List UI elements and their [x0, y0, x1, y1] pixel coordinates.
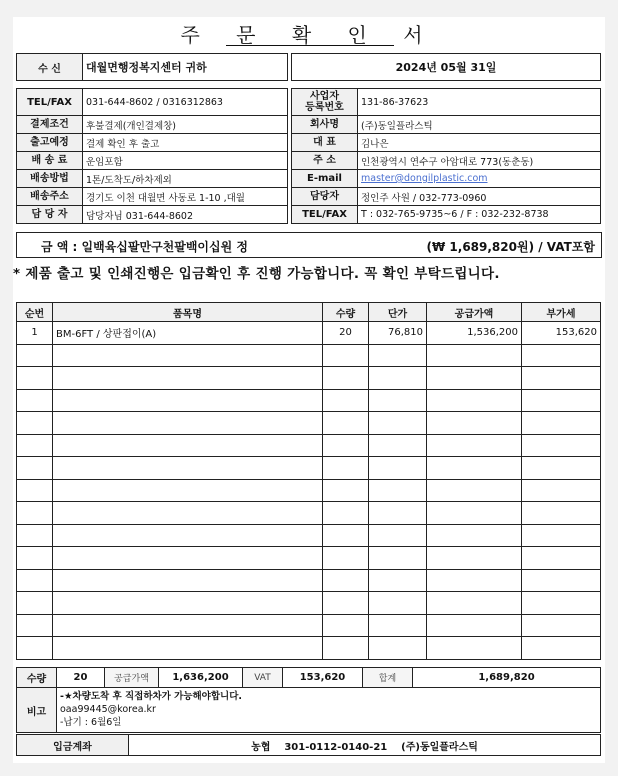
- remarks-content: [57, 688, 601, 733]
- item-supply-cell: [427, 547, 522, 570]
- left-info-row: [17, 134, 288, 152]
- item-unit-cell: [369, 344, 427, 367]
- summary-total-label: 합계: [363, 668, 413, 688]
- left-info-row: [17, 188, 288, 206]
- summary-qty: 20: [57, 668, 105, 688]
- supplier-info-label: 사업자 등록번호: [292, 89, 358, 116]
- item-supply-cell: [427, 479, 522, 502]
- item-supply-cell: [427, 457, 522, 480]
- supplier-info-row: [292, 170, 601, 188]
- summary-vat: 153,620: [283, 668, 363, 688]
- item-vat-cell: [522, 479, 601, 502]
- amount-text: 금 액 : 일백육십팔만구천팔백이십원 정: [41, 240, 248, 254]
- supplier-info-label: 주 소: [292, 152, 358, 170]
- item-unit-cell: [369, 457, 427, 480]
- table-row: [17, 502, 601, 525]
- recipient-table: [16, 53, 288, 224]
- item-qty-cell: [323, 637, 369, 660]
- item-no-cell: [17, 637, 53, 660]
- table-row: [17, 637, 601, 660]
- item-vat-cell: 153,620: [522, 322, 601, 345]
- remarks-line-1: -★차량도착 후 직접하차가 가능해야합니다.: [60, 691, 243, 702]
- item-qty-cell: 20: [323, 322, 369, 345]
- recipient-label: 수 신: [17, 54, 83, 81]
- column-header: 품목명: [53, 303, 323, 322]
- remarks-label: 비고: [17, 688, 57, 733]
- item-name-cell: [53, 367, 323, 390]
- item-name-cell: [53, 569, 323, 592]
- item-qty-cell: [323, 479, 369, 502]
- table-row: [17, 412, 601, 435]
- summary-vat-label: VAT: [243, 668, 283, 688]
- item-qty-cell: [323, 389, 369, 412]
- item-qty-cell: [323, 569, 369, 592]
- item-supply-cell: [427, 389, 522, 412]
- item-qty-cell: [323, 524, 369, 547]
- item-no-cell: [17, 592, 53, 615]
- supplier-info-row: [292, 134, 601, 152]
- left-info-label: TEL/FAX: [17, 89, 83, 116]
- item-unit-cell: [369, 502, 427, 525]
- item-supply-cell: [427, 592, 522, 615]
- table-row: [17, 479, 601, 502]
- title-underline: [226, 45, 394, 46]
- summary-total: 1,689,820: [413, 668, 601, 688]
- item-vat-cell: [522, 592, 601, 615]
- item-name-cell: [53, 434, 323, 457]
- item-no-cell: [17, 389, 53, 412]
- left-info-value: 031-644-8602 / 0316312863: [83, 89, 288, 116]
- notice-text: * 제품 출고 및 인쇄진행은 입금확인 후 진행 가능합니다. 꼭 확인 부탁드립니다.: [13, 266, 500, 282]
- left-info-row: [17, 89, 288, 116]
- left-info-row: [17, 170, 288, 188]
- account-table: [16, 734, 601, 756]
- item-vat-cell: [522, 502, 601, 525]
- supplier-info-row: [292, 89, 601, 116]
- left-info-value: 담당자님 031-644-8602: [83, 206, 288, 224]
- table-row: [17, 592, 601, 615]
- account-label: 입금계좌: [17, 735, 129, 756]
- column-header: 순번: [17, 303, 53, 322]
- item-vat-cell: [522, 434, 601, 457]
- item-name-cell: [53, 479, 323, 502]
- remarks-line-3: -납기 : 6월6일: [60, 717, 122, 728]
- left-info-label: 출고예정: [17, 134, 83, 152]
- item-vat-cell: [522, 389, 601, 412]
- table-row: [17, 457, 601, 480]
- summary-table: [16, 667, 601, 688]
- item-no-cell: [17, 434, 53, 457]
- left-info-row: [17, 116, 288, 134]
- supplier-info-row: [292, 152, 601, 170]
- item-supply-cell: [427, 344, 522, 367]
- order-confirmation-sheet: [13, 17, 605, 763]
- item-name-cell: [53, 344, 323, 367]
- summary-supply-label: 공급가액: [105, 668, 159, 688]
- supplier-info-value: 정인주 사원 / 032-773-0960: [358, 188, 601, 206]
- supplier-info-label: 대 표: [292, 134, 358, 152]
- item-vat-cell: [522, 524, 601, 547]
- item-qty-cell: [323, 344, 369, 367]
- item-no-cell: 1: [17, 322, 53, 345]
- item-name-cell: [53, 547, 323, 570]
- table-row: [17, 547, 601, 570]
- item-qty-cell: [323, 434, 369, 457]
- item-unit-cell: [369, 637, 427, 660]
- item-name-cell: [53, 389, 323, 412]
- left-info-label: 결제조건: [17, 116, 83, 134]
- table-row: [17, 524, 601, 547]
- supplier-info-value: 인천광역시 연수구 아암대로 773(동춘동): [358, 152, 601, 170]
- item-vat-cell: [522, 569, 601, 592]
- table-row: [17, 614, 601, 637]
- item-unit-cell: 76,810: [369, 322, 427, 345]
- item-name-cell: [53, 412, 323, 435]
- item-qty-cell: [323, 457, 369, 480]
- item-unit-cell: [369, 569, 427, 592]
- left-info-value: 1톤/도착도/하차제외: [83, 170, 288, 188]
- item-supply-cell: [427, 434, 522, 457]
- left-info-label: 배 송 료: [17, 152, 83, 170]
- item-unit-cell: [369, 434, 427, 457]
- item-no-cell: [17, 479, 53, 502]
- item-qty-cell: [323, 412, 369, 435]
- item-vat-cell: [522, 457, 601, 480]
- left-info-value: 결제 확인 후 출고: [83, 134, 288, 152]
- item-name-cell: [53, 614, 323, 637]
- page-title: 주 문 확 인 서: [180, 23, 438, 47]
- item-no-cell: [17, 614, 53, 637]
- item-no-cell: [17, 547, 53, 570]
- supplier-table: [291, 53, 601, 224]
- supplier-info-value: 131-86-37623: [358, 89, 601, 116]
- left-info-row: [17, 152, 288, 170]
- item-unit-cell: [369, 389, 427, 412]
- supplier-info-value: T : 032-765-9735~6 / F : 032-232-8738: [358, 206, 601, 224]
- supplier-info-value: (주)동일플라스틱: [358, 116, 601, 134]
- summary-supply: 1,636,200: [159, 668, 243, 688]
- item-no-cell: [17, 367, 53, 390]
- table-row: [17, 389, 601, 412]
- item-supply-cell: [427, 614, 522, 637]
- column-header: 수량: [323, 303, 369, 322]
- item-name-cell: [53, 457, 323, 480]
- item-qty-cell: [323, 547, 369, 570]
- item-name-cell: [53, 592, 323, 615]
- item-no-cell: [17, 412, 53, 435]
- date-value: 2024년 05월 31일: [292, 54, 601, 81]
- item-supply-cell: 1,536,200: [427, 322, 522, 345]
- account-value: 농협 301-0112-0140-21 (주)동일플라스틱: [129, 735, 601, 756]
- supplier-info-value: 김나은: [358, 134, 601, 152]
- item-qty-cell: [323, 592, 369, 615]
- left-info-label: 담 당 자: [17, 206, 83, 224]
- item-unit-cell: [369, 547, 427, 570]
- item-supply-cell: [427, 367, 522, 390]
- item-name-cell: [53, 502, 323, 525]
- column-header: 부가세: [522, 303, 601, 322]
- table-row: [17, 367, 601, 390]
- table-row: [17, 569, 601, 592]
- left-info-value: 후불결제(개인결제창): [83, 116, 288, 134]
- item-qty-cell: [323, 502, 369, 525]
- supplier-info-label: 담당자: [292, 188, 358, 206]
- left-info-value: 운임포함: [83, 152, 288, 170]
- item-no-cell: [17, 569, 53, 592]
- summary-qty-label: 수량: [17, 668, 57, 688]
- supplier-info-row: [292, 188, 601, 206]
- item-qty-cell: [323, 614, 369, 637]
- item-name-cell: [53, 637, 323, 660]
- item-supply-cell: [427, 569, 522, 592]
- table-row: [17, 322, 601, 345]
- recipient-value: 대월면행정복지센터 귀하: [83, 54, 288, 81]
- left-info-row: [17, 206, 288, 224]
- item-supply-cell: [427, 524, 522, 547]
- item-unit-cell: [369, 479, 427, 502]
- item-vat-cell: [522, 637, 601, 660]
- items-table: [16, 302, 601, 660]
- item-vat-cell: [522, 367, 601, 390]
- item-unit-cell: [369, 367, 427, 390]
- table-row: [17, 434, 601, 457]
- supplier-info-row: [292, 206, 601, 224]
- amount-box: [16, 232, 602, 258]
- item-vat-cell: [522, 547, 601, 570]
- item-name-cell: BM-6FT / 상판접이(A): [53, 322, 323, 345]
- item-unit-cell: [369, 592, 427, 615]
- supplier-info-value[interactable]: master@dongilplastic.com: [358, 170, 601, 188]
- item-no-cell: [17, 502, 53, 525]
- item-supply-cell: [427, 637, 522, 660]
- item-vat-cell: [522, 344, 601, 367]
- column-header: 단가: [369, 303, 427, 322]
- supplier-info-label: E-mail: [292, 170, 358, 188]
- items-header-row: [17, 303, 601, 322]
- item-supply-cell: [427, 502, 522, 525]
- supplier-info-label: TEL/FAX: [292, 206, 358, 224]
- item-no-cell: [17, 344, 53, 367]
- item-qty-cell: [323, 367, 369, 390]
- item-vat-cell: [522, 614, 601, 637]
- item-unit-cell: [369, 614, 427, 637]
- supplier-info-label: 회사명: [292, 116, 358, 134]
- amount-total: (₩ 1,689,820원) / VAT포함: [426, 240, 595, 254]
- remarks-table: [16, 687, 601, 733]
- item-unit-cell: [369, 412, 427, 435]
- item-vat-cell: [522, 412, 601, 435]
- item-no-cell: [17, 524, 53, 547]
- item-name-cell: [53, 524, 323, 547]
- column-header: 공급가액: [427, 303, 522, 322]
- left-info-label: 배송방법: [17, 170, 83, 188]
- item-supply-cell: [427, 412, 522, 435]
- remarks-line-2: oaa99445@korea.kr: [60, 704, 156, 715]
- left-info-label: 배송주소: [17, 188, 83, 206]
- left-info-value: 경기도 이천 대월면 사동로 1-10 ,대월: [83, 188, 288, 206]
- item-unit-cell: [369, 524, 427, 547]
- item-no-cell: [17, 457, 53, 480]
- table-row: [17, 344, 601, 367]
- supplier-info-row: [292, 116, 601, 134]
